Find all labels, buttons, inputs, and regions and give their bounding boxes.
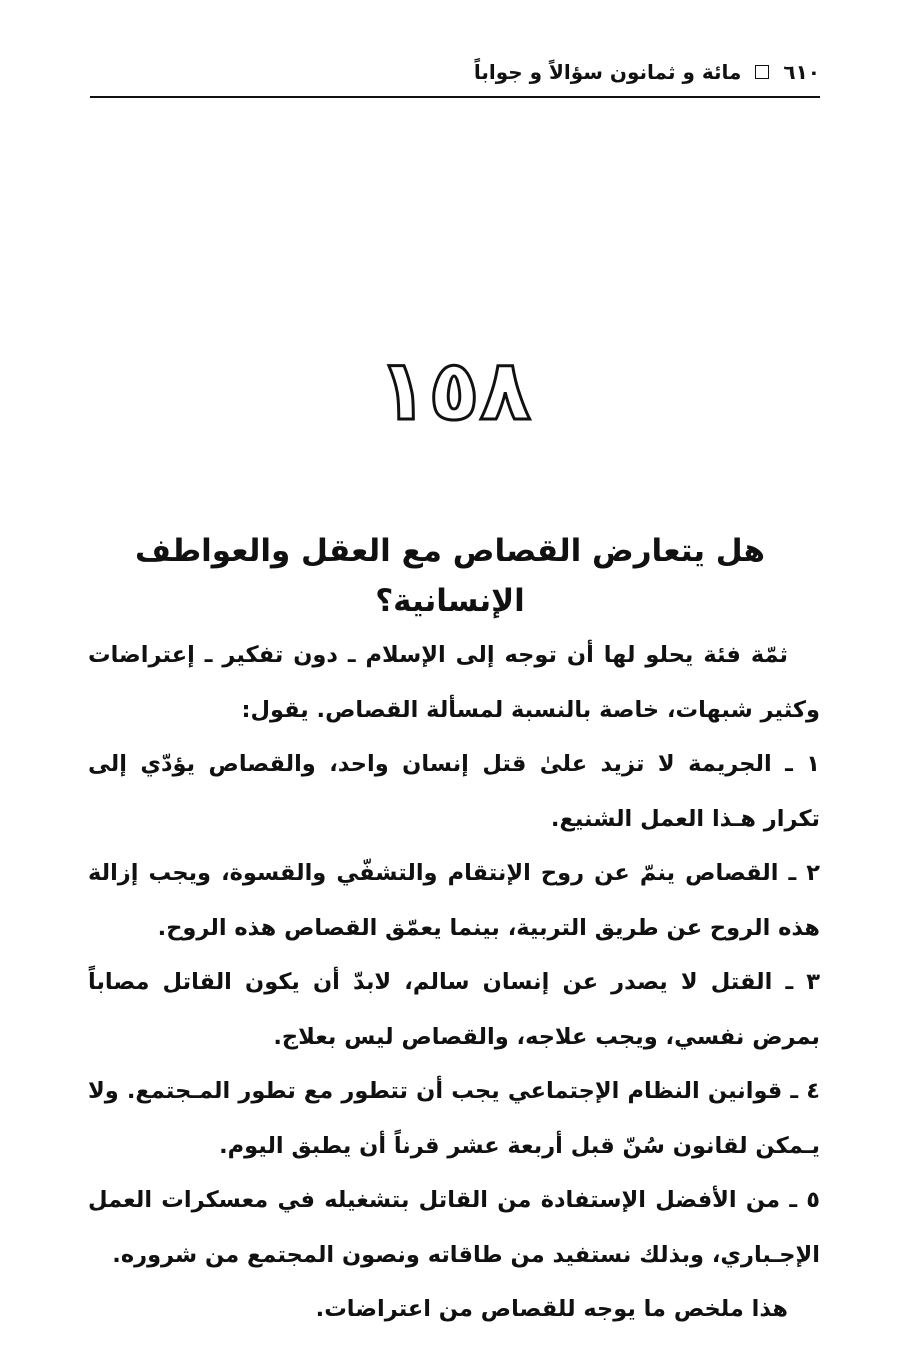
objection-paragraph-2: ٢ ـ القصاص ينمّ عن روح الإنتقام والتشفّي والقسوة، ويجب إزالة هذه الروح عن طريق التربية، بينما يعمّق القصاص هذه الروح. — [88, 860, 820, 941]
question-title: هل يتعارض القصاص مع العقل والعواطف الإنسانية؟ — [135, 533, 765, 619]
objection-paragraph-3: ٣ ـ القتل لا يصدر عن إنسان سالم، لابدّ أن يكون القاتل مصاباً بمرض نفسي، ويجب علاجه، والقصاص ليس بعلاج. — [88, 969, 820, 1050]
header-rule — [90, 96, 820, 98]
body-text — [88, 628, 820, 1337]
page-number: ٦١٠ — [783, 60, 820, 84]
objection-paragraph-4: ٤ ـ قوانين النظام الإجتماعي يجب أن تتطور مع تطور المـجتمع. ولا يـمكن لقانون سُنّ قبل أربعة عشر قرناً أن يطبق اليوم. — [88, 1078, 820, 1159]
objection-paragraph-1: ١ ـ الجريمة لا تزيد علىٰ قتل إنسان واحد، والقصاص يؤدّي إلى تكرار هـذا العمل الشنيع. — [88, 751, 820, 832]
square-separator-icon — [755, 65, 769, 79]
book-title: مائة و ثمانون سؤالاً و جواباً — [473, 60, 742, 84]
running-header — [90, 52, 820, 92]
intro-paragraph: ثمّة فئة يحلو لها أن توجه إلى الإسلام ـ دون تفكير ـ إعتراضات وكثير شبهات، خاصة بالنسبة لمسألة القصاص. يقول: — [88, 642, 820, 723]
objection-paragraph-5: ٥ ـ من الأفضل الإستفادة من القاتل بتشغيله في معسكرات العمل الإجـباري، وبذلك نستفيد من طاقاته ونصون المجتمع من شروره. — [88, 1187, 820, 1268]
summary-paragraph: هذا ملخص ما يوجه للقصاص من اعتراضات. — [315, 1296, 788, 1322]
question-number: ١٥٨ — [377, 341, 531, 439]
